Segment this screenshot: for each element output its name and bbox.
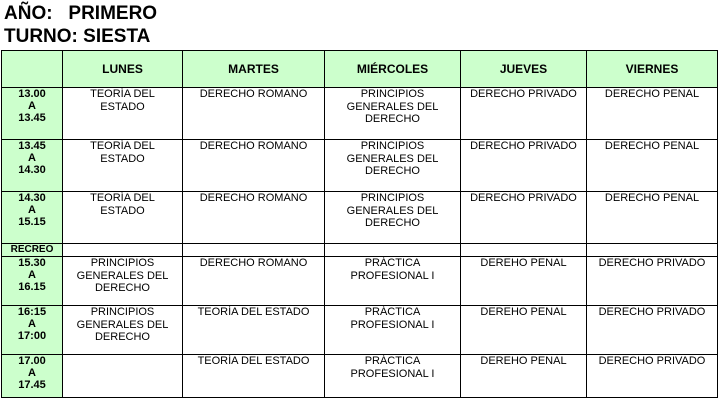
- class-cell: [587, 192, 718, 244]
- time-separator: A: [28, 367, 36, 379]
- time-end: 16.15: [18, 281, 46, 293]
- class-cell: [63, 140, 183, 192]
- time-separator: A: [28, 152, 36, 164]
- class-cell: [63, 88, 183, 140]
- class-cell: [587, 257, 718, 306]
- class-cell: [183, 257, 325, 306]
- class-name: PRINCIPIOS GENERALES DEL DERECHO: [346, 88, 439, 125]
- class-name: PRINCIPIOS GENERALES DEL DERECHO: [76, 306, 169, 343]
- class-cell: [325, 192, 461, 244]
- time-end: 13.45: [18, 112, 46, 124]
- time-slot: [2, 257, 63, 306]
- time-end: 17:00: [17, 330, 47, 342]
- empty-cell: [587, 244, 718, 257]
- time-end: 17.45: [18, 379, 46, 391]
- class-name: DEREHO PENAL: [480, 257, 567, 269]
- time-end: 15.15: [18, 216, 46, 228]
- year-value: PRIMERO: [68, 3, 158, 24]
- table-row: [2, 192, 718, 244]
- class-cell: [63, 192, 183, 244]
- time-slot: [2, 306, 63, 355]
- class-name: DERECHO ROMANO: [199, 140, 308, 152]
- time-separator: A: [28, 318, 36, 330]
- class-cell: [587, 355, 718, 398]
- class-cell: [325, 306, 461, 355]
- class-name: DERECHO PENAL: [604, 140, 700, 152]
- class-name: DERECHO PRIVADO: [598, 355, 706, 367]
- break-label: [2, 244, 63, 257]
- class-name: DERECHO PRIVADO: [598, 306, 706, 318]
- time-start: 15.30: [18, 257, 46, 269]
- table-row: [2, 140, 718, 192]
- empty-cell: [63, 244, 183, 257]
- shift-value: SIESTA: [83, 26, 151, 47]
- class-cell: [461, 257, 587, 306]
- class-cell: [325, 140, 461, 192]
- time-slot: [2, 355, 63, 398]
- day-header-viernes: VIERNES: [587, 51, 718, 88]
- class-cell: [63, 257, 183, 306]
- time-separator: A: [28, 100, 36, 112]
- class-cell: [587, 306, 718, 355]
- day-header-jueves: JUEVES: [461, 51, 587, 88]
- class-name: DERECHO ROMANO: [199, 88, 308, 100]
- class-cell: [183, 355, 325, 398]
- class-name: DEREHO PENAL: [480, 355, 567, 367]
- shift-heading: [4, 26, 150, 48]
- time-separator: A: [28, 204, 36, 216]
- empty-cell: [461, 244, 587, 257]
- class-cell: [461, 306, 587, 355]
- class-cell: [183, 88, 325, 140]
- schedule-table: [1, 50, 718, 398]
- class-name: DERECHO PENAL: [604, 88, 700, 100]
- class-cell: [325, 88, 461, 140]
- table-row: [2, 355, 718, 398]
- class-name: DERECHO PRIVADO: [470, 192, 577, 204]
- class-name: PRINCIPIOS GENERALES DEL DERECHO: [346, 192, 439, 229]
- year-heading: [4, 3, 157, 25]
- time-slot: [2, 140, 63, 192]
- header-row: [2, 51, 718, 88]
- class-cell: [325, 257, 461, 306]
- class-name: DERECHO PENAL: [604, 192, 700, 204]
- time-start: 13.00: [18, 88, 46, 100]
- class-cell: [461, 192, 587, 244]
- class-name: DERECHO PRIVADO: [598, 257, 706, 269]
- shift-label: TURNO:: [4, 26, 78, 47]
- class-name: DEREHO PENAL: [480, 306, 567, 318]
- class-name: TEORÍA DEL ESTADO: [90, 88, 155, 113]
- time-end: 14.30: [18, 164, 46, 176]
- time-start: 13.45: [18, 140, 46, 152]
- empty-cell: [183, 244, 325, 257]
- class-cell: [63, 306, 183, 355]
- class-name: PRINCIPIOS GENERALES DEL DERECHO: [76, 257, 169, 294]
- class-name: TEORÍA DEL ESTADO: [90, 192, 155, 217]
- break-row: [2, 244, 718, 257]
- class-name: PRÁCTICA PROFESIONAL I: [350, 306, 435, 331]
- empty-cell: [325, 244, 461, 257]
- class-name: PRÁCTICA PROFESIONAL I: [350, 355, 435, 380]
- class-name: PRINCIPIOS GENERALES DEL DERECHO: [346, 140, 439, 177]
- time-slot: [2, 88, 63, 140]
- class-cell: [63, 355, 183, 398]
- class-name: DERECHO PRIVADO: [470, 140, 577, 152]
- time-start: 16:15: [17, 306, 47, 318]
- time-separator: A: [28, 269, 36, 281]
- class-name: DERECHO ROMANO: [199, 192, 308, 204]
- class-cell: [461, 140, 587, 192]
- class-cell: [587, 140, 718, 192]
- day-header-lunes: LUNES: [63, 51, 183, 88]
- class-cell: [461, 355, 587, 398]
- class-name: DERECHO PRIVADO: [470, 88, 577, 100]
- day-header-martes: MARTES: [183, 51, 325, 88]
- class-cell: [461, 88, 587, 140]
- class-cell: [587, 88, 718, 140]
- class-name: DERECHO ROMANO: [199, 257, 308, 269]
- class-cell: [183, 306, 325, 355]
- break-text: RECREO: [10, 244, 54, 255]
- class-cell: [183, 192, 325, 244]
- day-header-miercoles: MIÉRCOLES: [325, 51, 461, 88]
- table-row: [2, 257, 718, 306]
- class-name: TEORÍA DEL ESTADO: [90, 140, 155, 165]
- year-label: AÑO:: [4, 3, 53, 24]
- time-start: 14.30: [18, 192, 46, 204]
- time-slot: [2, 192, 63, 244]
- class-cell: [183, 140, 325, 192]
- table-row: [2, 88, 718, 140]
- class-name: TEORÍA DEL ESTADO: [197, 306, 310, 318]
- class-name: TEORÍA DEL ESTADO: [197, 355, 310, 367]
- table-row: [2, 306, 718, 355]
- corner-cell: [2, 51, 63, 88]
- class-name: PRÁCTICA PROFESIONAL I: [350, 257, 435, 282]
- time-start: 17.00: [18, 355, 46, 367]
- class-cell: [325, 355, 461, 398]
